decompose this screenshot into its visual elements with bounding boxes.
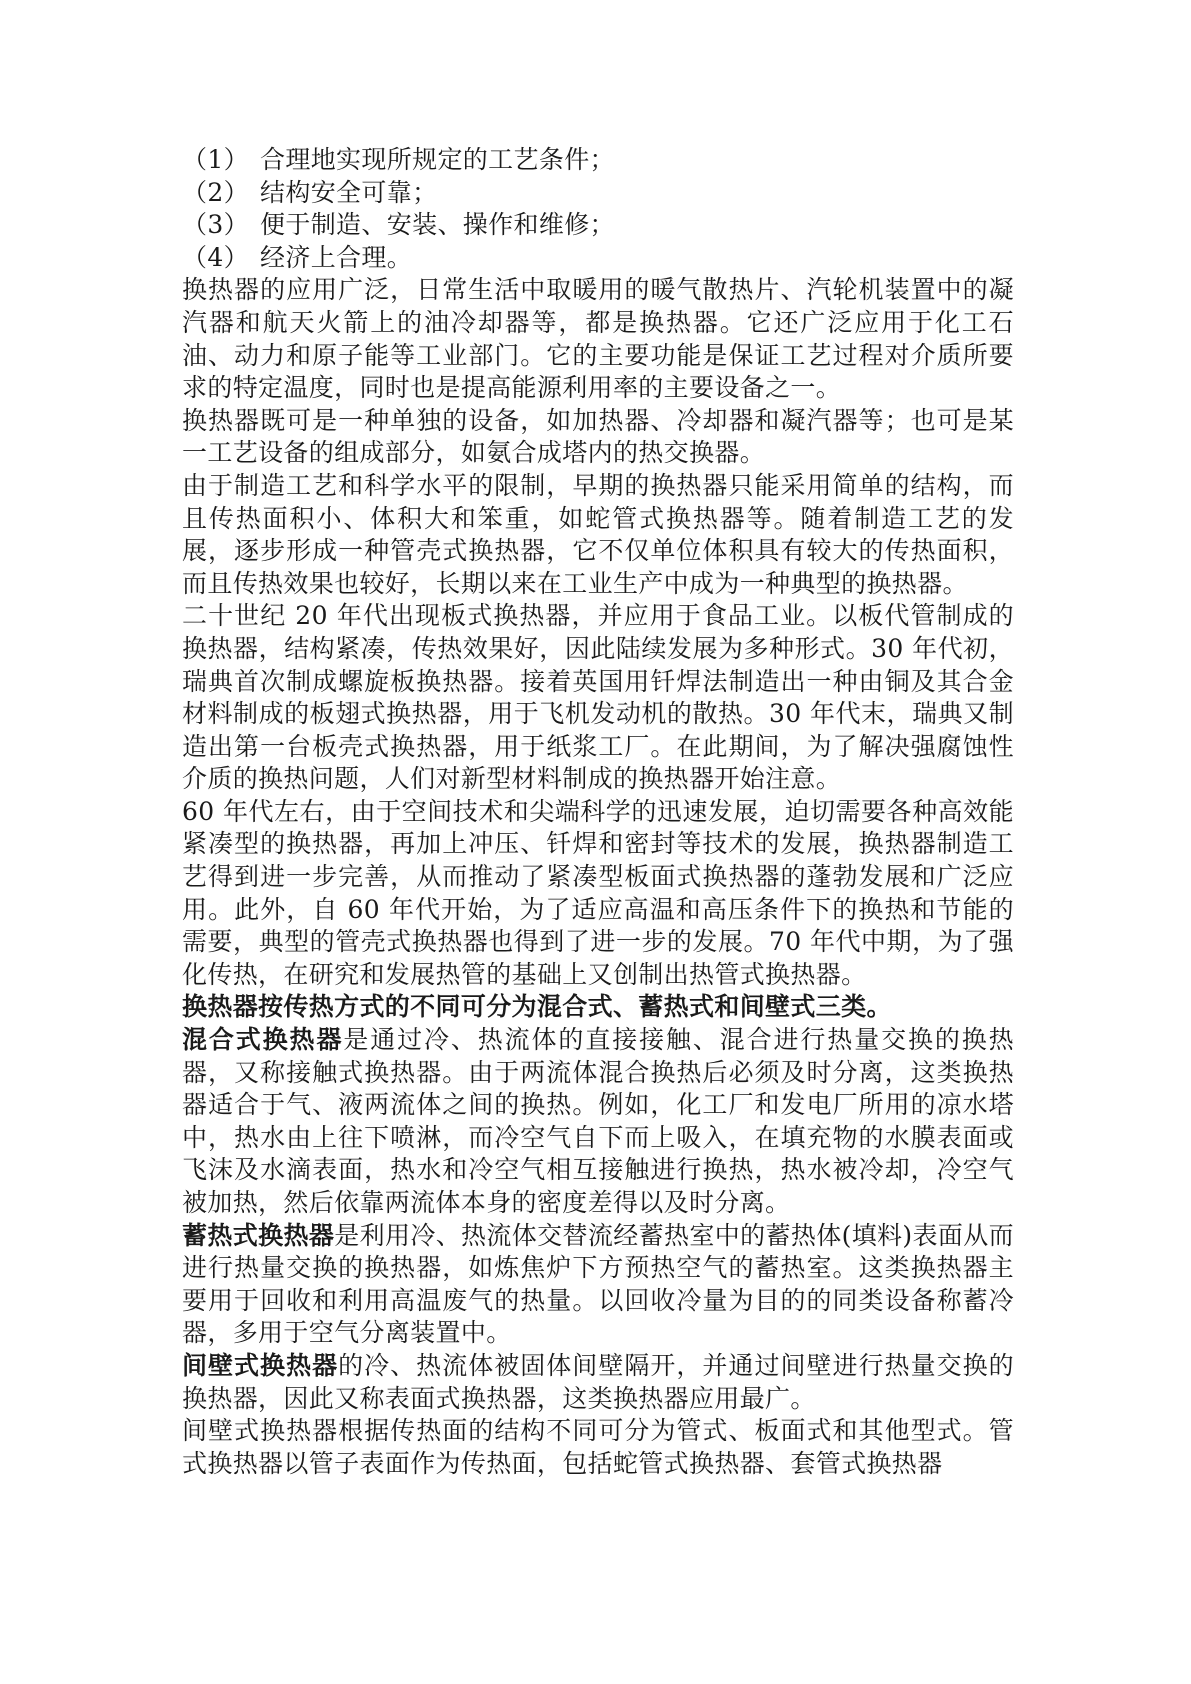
- paragraph-text: 的冷、热流体被固体间壁隔开，并通过间壁进行热量交换的换热器，因此又称表面式换热器，这类换热器应用最广。: [182, 1350, 1014, 1413]
- list-number: （4）: [182, 242, 249, 272]
- paragraph-early-history: 由于制造工艺和科学水平的限制，早期的换热器只能采用简单的结构，而且传热面积小、体积大和笨重，如蛇管式换热器等。随着制造工艺的发展，逐步形成一种管壳式换热器，它不仅单位体积具有较大的传热面积，而且传热效果也较好，长期以来在工业生产中成为一种典型的换热器。: [182, 470, 1014, 598]
- requirements-list: [182, 144, 1014, 274]
- paragraph-applications: 换热器的应用广泛，日常生活中取暖用的暖气散热片、汽轮机装置中的凝汽器和航天火箭上的油冷却器等，都是换热器。它还广泛应用于化工石油、动力和原子能等工业部门。它的主要功能是保证工艺过程对介质所要求的特定温度，同时也是提高能源利用率的主要设备之一。: [182, 275, 1014, 403]
- list-text: 结构安全可靠；: [260, 177, 438, 207]
- paragraph-recuperative-exchanger: [182, 1350, 1014, 1415]
- list-text: 合理地实现所规定的工艺条件；: [260, 145, 615, 174]
- list-item: [182, 242, 1014, 275]
- paragraph-text: 是利用冷、热流体交替流经蓄热室中的蓄热体(填料)表面从而进行热量交换的换热器，如炼焦炉下方预热空气的蓄热室。这类换热器主要用于回收和利用高温废气的热量。以回收冷量为目的的同类设备称蓄冷器，多用于空气分离装置中。: [182, 1220, 1015, 1348]
- term-recuperative-exchanger: 间壁式换热器: [182, 1350, 339, 1380]
- list-text: 经济上合理。: [260, 242, 413, 272]
- term-regenerative-exchanger: 蓄热式换热器: [182, 1220, 335, 1250]
- paragraph-text: 是通过冷、热流体的直接接触、混合进行热量交换的换热器，又称接触式换热器。由于两流体混合换热后必须及时分离，这类换热器适合于气、液两流体之间的换热。例如，化工厂和发电厂所用的凉水塔中，热水由上往下喷淋，而冷空气自下而上吸入，在填充物的水膜表面或飞沫及水滴表面，热水和冷空气相互接触进行换热，热水被冷却，冷空气被加热，然后依靠两流体本身的密度差得以及时分离。: [182, 1025, 1014, 1217]
- paragraph-mixing-exchanger: [182, 1024, 1014, 1220]
- paragraph-plate-exchangers: 二十世纪 20 年代出现板式换热器，并应用于食品工业。以板代管制成的换热器，结构紧凑，传热效果好，因此陆续发展为多种形式。30 年代初，瑞典首次制成螺旋板换热器。接着英国用钎焊法制造出一种由铜及其合金材料制成的板翅式换热器，用于飞机发动机的散热。30 年代末，瑞典又制造出第一台板壳式换热器，用于纸浆工厂。在此期间，为了解决强腐蚀性介质的换热问题，人们对新型材料制成的换热器开始注意。: [182, 601, 1014, 794]
- list-item: [182, 209, 1014, 242]
- term-mixing-exchanger: 混合式换热器: [182, 1025, 344, 1055]
- list-item: [182, 177, 1014, 210]
- list-number: （3）: [182, 210, 249, 240]
- paragraph-classification-heading: 换热器按传热方式的不同可分为混合式、蓄热式和间壁式三类。: [182, 992, 892, 1022]
- document-body: [182, 144, 1014, 1480]
- paragraph-1960s-development: 60 年代左右，由于空间技术和尖端科学的迅速发展，迫切需要各种高效能紧凑型的换热器，再加上冲压、钎焊和密封等技术的发展，换热器制造工艺得到进一步完善，从而推动了紧凑型板面式换热器的蓬勃发展和广泛应用。此外，自 60 年代开始，为了适应高温和高压条件下的换热和节能的需要，典型的管壳式换热器也得到了进一步的发展。70 年代中期，为了强化传热，在研究和发展热管的基础上又创制出热管式换热器。: [182, 796, 1014, 989]
- list-text: 便于制造、安装、操作和维修；: [260, 210, 615, 240]
- list-number: （1）: [182, 145, 249, 174]
- list-item: [182, 144, 1014, 177]
- list-number: （2）: [182, 177, 249, 207]
- paragraph-recuperative-types: 间壁式换热器根据传热面的结构不同可分为管式、板面式和其他型式。管式换热器以管子表面作为传热面，包括蛇管式换热器、套管式换热器: [182, 1416, 1014, 1478]
- paragraph-device-types: 换热器既可是一种单独的设备，如加热器、冷却器和凝汽器等；也可是某一工艺设备的组成部分，如氨合成塔内的热交换器。: [182, 405, 1014, 468]
- paragraph-regenerative-exchanger: [182, 1220, 1014, 1350]
